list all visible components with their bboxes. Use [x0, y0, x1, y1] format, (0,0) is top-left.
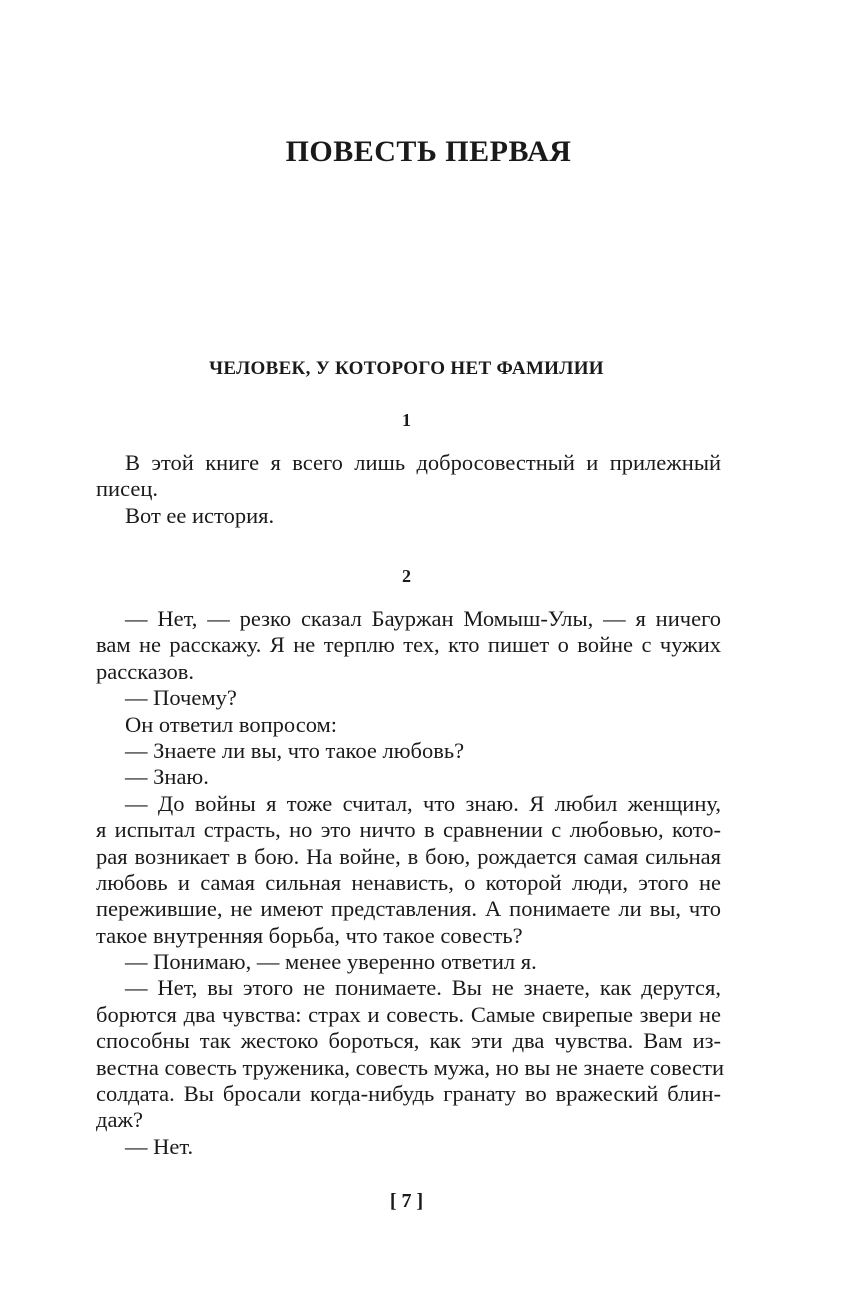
- paragraph-line: писец.: [96, 476, 158, 502]
- paragraph-line: — Знаю.: [125, 764, 209, 790]
- paragraph-line: В этой книге я всего лишь добросовестный и прилежный: [125, 450, 721, 475]
- paragraph-line: борются два чувства: страх и совесть. Самые свирепые звери не: [96, 1001, 721, 1027]
- paragraph-line: вестна совесть труженика, совесть мужа, но вы не знаете совести: [96, 1054, 725, 1080]
- section-number-2: 2: [402, 566, 411, 586]
- paragraph-line: я испытал страсть, но это ничто в сравнении с любовью, кото-: [96, 817, 721, 843]
- paragraph-line: солдата. Вы бросали когда-нибудь гранату во вражеский блин-: [96, 1081, 721, 1107]
- section-1-text: [96, 450, 721, 529]
- paragraph-line: способны так жестоко бороться, как эти два чувства. Вам из-: [96, 1028, 721, 1054]
- paragraph-line: — Нет.: [125, 1133, 194, 1159]
- paragraph-line: пережившие, не имеют представления. А понимаете ли вы, что: [96, 896, 721, 922]
- page-number: [ 7 ]: [389, 1190, 424, 1212]
- paragraph-line: — Нет, вы этого не понимаете. Вы не знаете, как дерутся,: [125, 975, 721, 1001]
- paragraph-line: рая возникает в бою. На войне, в бою, рождается самая сильная: [96, 843, 721, 869]
- paragraph-line: вам не расскажу. Я не терплю тех, кто пишет о войне с чужих: [96, 632, 721, 658]
- paragraph-line: Вот ее история.: [125, 502, 275, 528]
- paragraph-line: рассказов.: [96, 658, 195, 684]
- paragraph-line: — Знаете ли вы, что такое любовь?: [125, 737, 465, 763]
- chapter-title: ЧЕЛОВЕК, У КОТОРОГО НЕТ ФАМИЛИИ: [209, 358, 604, 379]
- paragraph-line: — Понимаю, — менее уверенно ответил я.: [125, 949, 537, 975]
- paragraph-line: любовь и самая сильная ненависть, о которой люди, этого не: [96, 869, 721, 895]
- part-title: ПОВЕСТЬ ПЕРВАЯ: [285, 135, 572, 168]
- paragraph-line: Он ответил вопросом:: [125, 711, 338, 737]
- paragraph-line: — До войны я тоже считал, что знаю. Я любил женщину,: [125, 790, 721, 816]
- paragraph-line: такое внутренняя борьба, что такое совесть?: [96, 922, 523, 948]
- paragraph-line: — Почему?: [125, 685, 237, 711]
- paragraph-line: — Нет, — резко сказал Бауржан Момыш-Улы, — я ничего: [125, 606, 721, 631]
- section-number-1: 1: [402, 410, 411, 430]
- paragraph-line: даж?: [96, 1107, 143, 1133]
- section-2-text: [96, 606, 725, 1160]
